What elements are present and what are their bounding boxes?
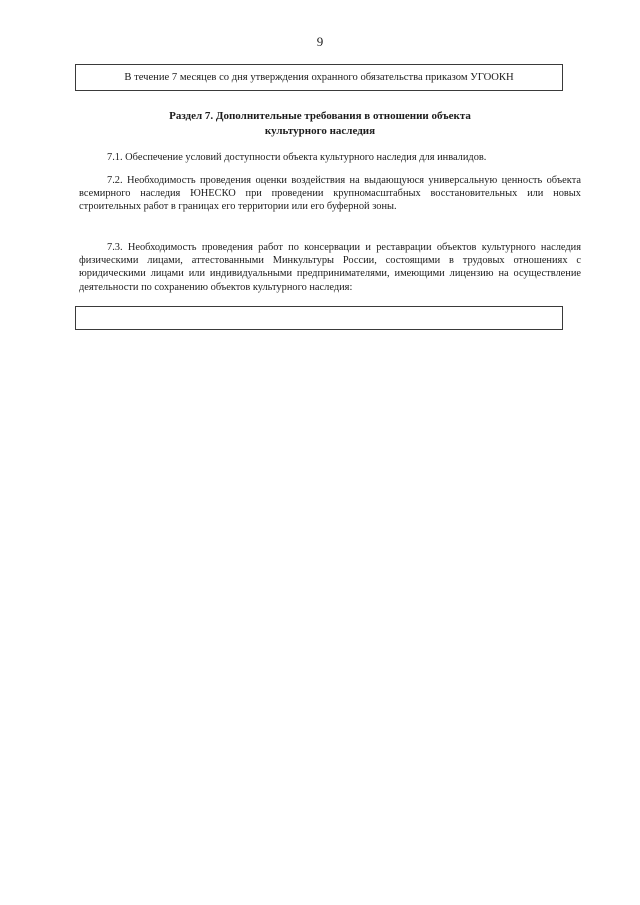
paragraph-7-1: 7.1. Обеспечение условий доступности объекта культурного наследия для инвалидов. [107, 152, 487, 163]
empty-box [75, 306, 563, 330]
paragraph-7-3: 7.3. Необходимость проведения работ по консервации и реставрации объектов культурного наследия физическими лицами, аттестованными Минкультуры России, состоящими в трудовых отношениях с юридическими лицами или индивидуальными предпринимателями, имеющими лицензию на осуществление деятельности по сохранению объектов культурного наследия: [79, 242, 581, 293]
page-number: 9 [316, 34, 324, 49]
deadline-box: В течение 7 месяцев со дня утверждения охранного обязательства приказом УГООКН [75, 64, 563, 91]
paragraph-7-2: 7.2. Необходимость проведения оценки воздействия на выдающуюся универсальную ценность объекта всемирного наследия ЮНЕСКО при проведении крупномасштабных восстановительных или новых строительных работ в границах его территории или его буферной зоны. [79, 175, 581, 213]
section-title-line-2: культурного наследия [264, 125, 376, 137]
section-title [90, 109, 550, 139]
section-title-line-1: Раздел 7. Дополнительные требования в отношении объекта [169, 110, 471, 122]
